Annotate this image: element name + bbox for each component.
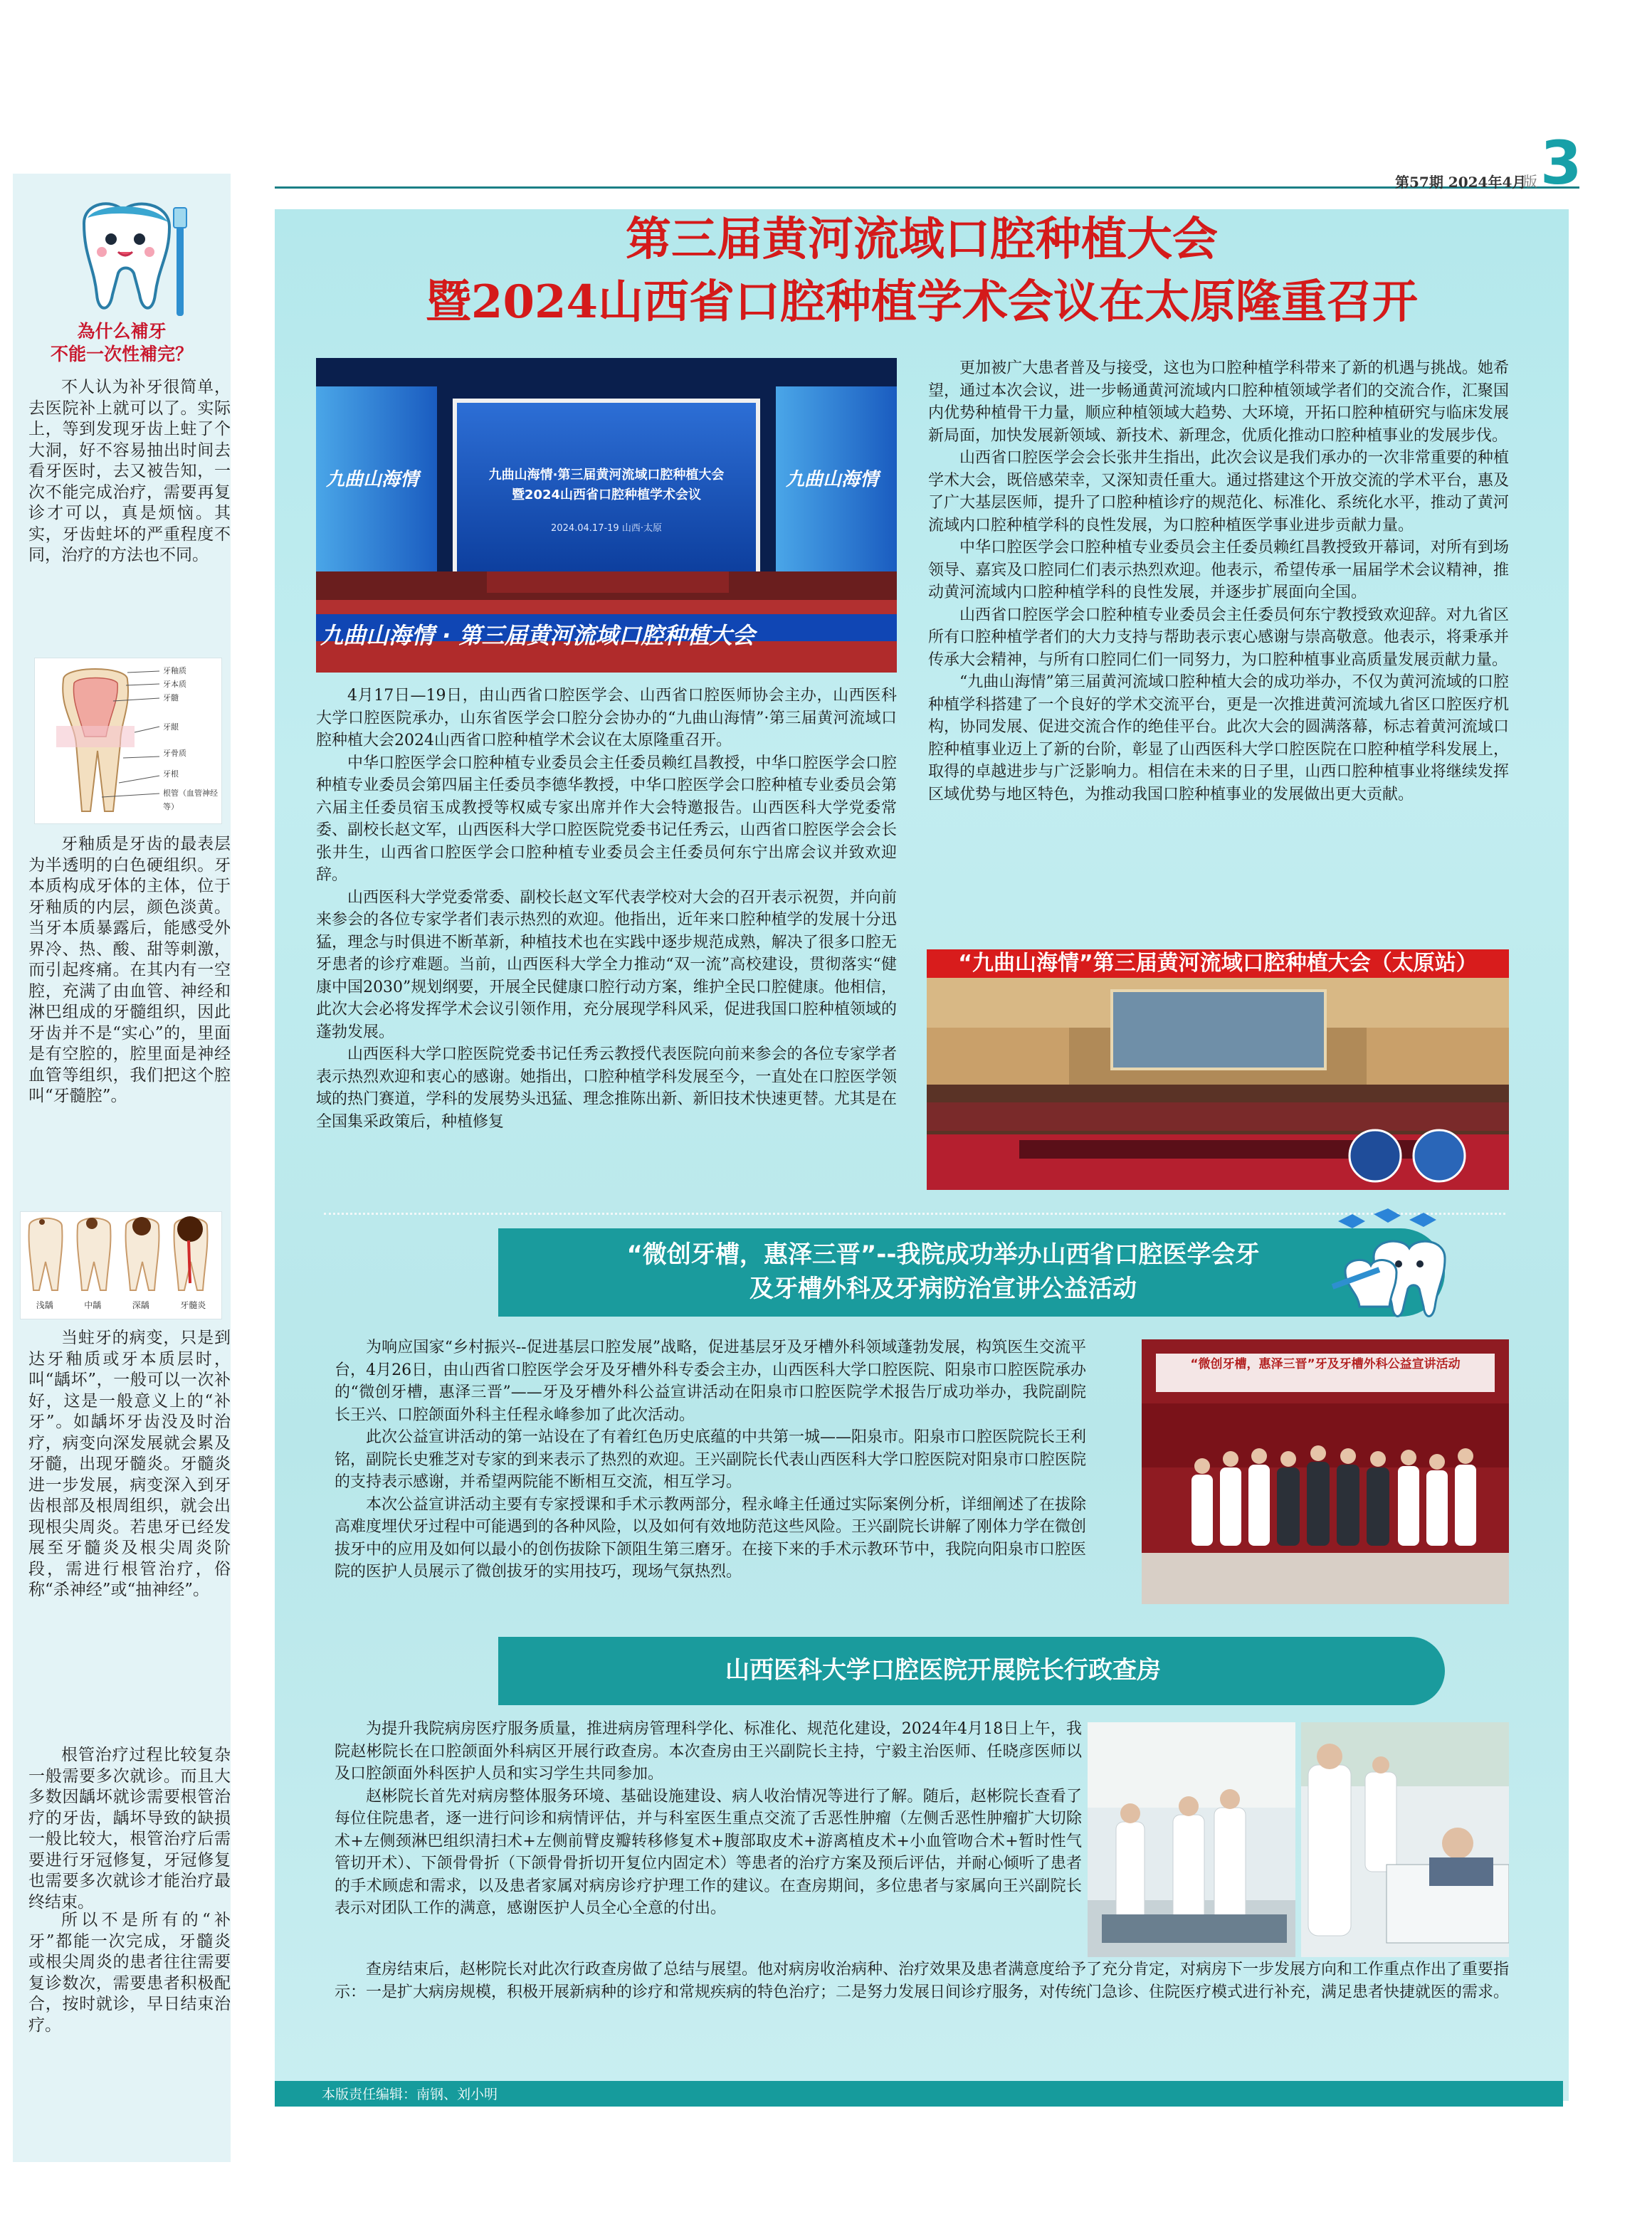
- article3-title-banner: [498, 1637, 1445, 1705]
- stage-screen-date: 2024.04.17-19 山西·太原: [551, 523, 662, 534]
- stage-side-text: 九曲山海情: [326, 469, 419, 490]
- diagram-label: 牙骨质: [163, 749, 186, 758]
- article2-title-line1: “微创牙槽，惠泽三晋”--我院成功举办山西省口腔医学会牙: [626, 1240, 1260, 1269]
- diagram-label: 牙髓: [163, 693, 179, 702]
- sidebar-paragraph: 当蛀牙的病变，只是到达牙釉质或牙本质层时，叫“龋坏”，一般可以一次补好，这是一般意义上的“补牙”。如龋坏牙齿没及时治疗，病变向深发展就会累及牙髓，出现牙髓炎。牙髓炎进一步发展，病变深入到牙齿根部及根周组织，就会出现根尖周炎。若患牙已经发展至牙髓炎及根尖周炎阶段，需进行根管治疗，俗称“杀神经”或“抽神经”。: [28, 1329, 231, 1599]
- sidebar-title-line1: 為什么補牙: [77, 321, 167, 342]
- article1-title-line2: 暨2024山西省口腔种植学术会议在太原隆重召开: [425, 275, 1419, 329]
- article3-body-bottom: [335, 1959, 1509, 2003]
- diagram-label: 牙本质: [163, 680, 186, 689]
- tooth-anatomy-diagram: [34, 658, 222, 824]
- article-paragraph: 更加被广大患者普及与接受，这也为口腔种植学科带来了新的机遇与挑战。她希望，通过本次会议，进一步畅通黄河流域内口腔种植领域学者们的交流合作，汇聚国内优势种植骨干力量，顺应种植领域大趋势、大环境，开拓口腔种植研究与临床发展新局面，加快发展新领域、新技术、新理念，优质化推动口腔种植事业的发展步伐。: [928, 359, 1509, 445]
- article-paragraph: 中华口腔医学会口腔种植专业委员会主任委员赖红昌教授，中华口腔医学会口腔种植专业委员会第四届主任委员李德华教授，中华口腔医学会口腔种植专业委员会第六届主任委员宿玉成教授等权威专家出席并作大会特邀报告。山西医科大学党委常委、副校长赵文军，山西医科大学口腔医院党委书记任秀云，山西省口腔医学会会长张井生，山西省口腔医学会口腔种植专业委员会主任委员何东宁出席会议并致欢迎辞。: [316, 754, 897, 884]
- conference-audience-photo: [927, 949, 1509, 1190]
- article-paragraph: 山西医科大学口腔医院党委书记任秀云教授代表医院向前来参会的各位专家学者表示热烈欢迎和衷心的感谢。她指出，口腔种植学科发展至今，一直处在口腔医学领域的热门赛道，学科的发展势头迅猛、理念推陈出新、新旧技术快速更替。尤其是在全国集采政策后，种植修复: [316, 1045, 897, 1131]
- article3-title: 山西医科大学口腔医院开展院长行政查房: [725, 1656, 1161, 1685]
- footer-editors: 本版责任编辑：南钢、刘小明: [322, 2087, 498, 2102]
- photo-backdrop-banner: “微创牙槽，惠泽三晋”牙及牙槽外科公益宣讲活动: [1156, 1354, 1495, 1392]
- sidebar-paragraph: 所以不是所有的“补牙”都能一次完成，牙髓炎或根尖周炎的患者往往需要复诊数次，需要患者积极配合，按时就诊，早日结束治疗。: [28, 1911, 231, 2035]
- tooth-mascot-icon: [56, 195, 198, 323]
- section-label: 版: [1523, 173, 1537, 190]
- article-paragraph: 山西省口腔医学会口腔种植专业委员会主任委员何东宁教授致欢迎辞。对九省区所有口腔种植学者们的大力支持与帮助表示衷心感谢与崇高敬意。他表示，将秉承并传承大会精神，与所有口腔同仁们一同努力，为口腔种植事业高质量发展贡献力量。: [928, 606, 1509, 669]
- stage-label: 中龋: [84, 1300, 102, 1310]
- stage-banner-text: 九曲山海情 · 第三届黄河流域口腔种植大会: [320, 622, 755, 649]
- sidebar-column: [13, 174, 231, 2162]
- section-divider: [324, 1213, 1505, 1215]
- sidebar-paragraph: 牙釉质是牙齿的最表层为半透明的白色硬组织。牙本质构成牙体的主体，位于牙釉质的内层，颜色淡黄。当牙本质暴露后，能感受外界冷、热、酸、甜等刺激，而引起疼痛。在其内有一空腔，充满了由血管、神经和淋巴组成的牙髓组织，因此牙齿并不是“实心”的，里面是有空腔的，腔里面是神经血管等组织，我们把这个腔叫“牙髓腔”。: [28, 835, 231, 1105]
- article-paragraph: 本次公益宣讲活动主要有专家授课和手术示教两部分，程永峰主任通过实际案例分析，详细阐述了在拔除高难度埋伏牙过程中可能遇到的各种风险，以及如何有效地防范这些风险。王兴副院长讲解了刚体力学在微创拔牙中的应用及如何以最小的创伤拔除下颌阻生第三磨牙。在接下来的手术示教环节中，我院向阳泉市口腔医院的医护人员展示了微创拔牙的实用技巧，现场气氛热烈。: [335, 1495, 1087, 1581]
- diagram-label: 牙釉质: [163, 666, 186, 675]
- article-paragraph: “九曲山海情”第三届黄河流域口腔种植大会的成功举办，不仅为黄河流域的口腔种植学科搭建了一个良好的学术交流平台，更是一次推进黄河流域九省区口腔医疗机构，协同发展、促进交流合作的绝佳平台。此次大会的圆满落幕，标志着黄河流域口腔种植事业迈上了新的台阶，彰显了山西医科大学口腔医院在口腔种植学科发展上，取得的卓越进步与广泛影响力。相信在未来的日子里，山西口腔种植事业将继续发挥区域优势与地区特色，为推动我国口腔种植事业的发展做出更大贡献。: [928, 673, 1509, 803]
- stage-screen-title: 九曲山海情·第三届黄河流域口腔种植大会: [488, 468, 725, 483]
- article-paragraph: 4月17日—19日，由山西省口腔医学会、山西省口腔医师协会主办，山西医科大学口腔医院承办，山东省医学会口腔分会协办的“九曲山海情”·第三届黄河流域口腔种植大会2024山西省口腔种植学术会议在太原隆重召开。: [316, 687, 897, 749]
- article-paragraph: 中华口腔医学会口腔种植专业委员会主任委员赖红昌教授致开幕词，对所有到场领导、嘉宾及口腔同仁们表示热烈欢迎。他表示，希望传承一届届学术会议精神，推动黄河流域内口腔种植学科的良性发展，并逐步扩展面向全国。: [928, 539, 1509, 601]
- article1-title-line1: 第三届黄河流域口腔种植大会: [626, 213, 1218, 266]
- article-paragraph: 为响应国家“乡村振兴--促进基层口腔发展”战略，促进基层牙及牙槽外科领域蓬勃发展，构筑医生交流平台，4月26日，由山西省口腔医学会牙及牙槽外科专委会主办，山西医科大学口腔医院、阳泉市口腔医院承办的“微创牙槽，惠泽三晋”——牙及牙槽外科公益宣讲活动在阳泉市口腔医院学术报告厅成功举办，我院副院长王兴、口腔颌面外科主任程永峰参加了此次活动。: [335, 1339, 1086, 1424]
- article-paragraph: 此次公益宣讲活动的第一站设在了有着红色历史底蕴的中共第一城——阳泉市。阳泉市口腔医院院长王利铭，副院长史雅芝对专家的到来表示了热烈的欢迎。王兴副院长代表山西医科大学口腔医院对阳泉市口腔医院的支持表示感谢，并希望两院能不断相互交流，相互学习。: [335, 1428, 1087, 1491]
- article-paragraph: 为提升我院病房医疗服务质量，推进病房管理科学化、标准化、规范化建设，2024年4月18日上午，我院赵彬院长在口腔颌面外科病区开展行政查房。本次查房由王兴副院长主持，宁毅主治医师、任晓彦医师以及口腔颌面外科医护人员和实习学生共同参加。: [335, 1720, 1082, 1783]
- article2-title-banner: [498, 1228, 1445, 1317]
- article-paragraph: 赵彬院长首先对病房整体服务环境、基础设施建设、病人收治情况等进行了解。随后，赵彬院长查看了每位住院患者，逐一进行问诊和病情评估，并与科室医生重点交流了舌恶性肿瘤（左侧舌恶性肿瘤扩大切除术+左侧颈淋巴组织清扫术+左侧前臂皮瓣转移修复术+腹部取皮术+游离植皮术+小血管吻合术+暂时性气管切开术）、下颌骨骨折（下颌骨骨折切开复位内固定术）等患者的治疗方案及预后评估，并耐心倾听了患者的手术顾虑和需求，以及患者家属对病房诊疗护理工作的建议。在查房期间，多位患者与家属向王兴副院长表示对团队工作的满意，感谢医护人员全心全意的付出。: [335, 1787, 1082, 1917]
- diagram-label: 根管（血管神经等）: [163, 789, 218, 811]
- article-paragraph: 山西医科大学党委常委、副校长赵文军代表学校对大会的召开表示祝贺，并向前来参会的各位专家学者们表示热烈的欢迎。他指出，近年来口腔种植学的发展十分迅猛，理念与时俱进不断革新，种植技术也在实践中逐步规范成熟，解决了很多口腔无牙患者的诊疗难题。当前，山西医科大学全力推动“双一流”高校建设，贯彻落实“健康中国2030”规划纲要，开展全民健康口腔行动方案，维护全民口腔健康。他相信，此次大会必将发挥学术会议引领作用，充分展现学科风采，促进我国口腔种植领域的蓬勃发展。: [316, 888, 897, 1041]
- issue-label: 第57期 2024年4月: [1395, 174, 1527, 191]
- stage-label: 牙髓炎: [180, 1300, 206, 1310]
- stage-side-text: 九曲山海情: [786, 469, 879, 490]
- ward-round-photo-right: [1301, 1722, 1509, 1957]
- article-paragraph: 查房结束后，赵彬院长对此次行政查房做了总结与展望。他对病房收治病种、治疗效果及患者满意度给予了充分肯定，对病房下一步发展方向和工作重点作出了重要指示：一是扩大病房规模，积极开展新病种的诊疗和常规疾病的特色治疗；二是努力发展日间诊疗服务，对传统门急诊、住院医疗模式进行补充，满足患者快捷就医的需求。: [335, 1961, 1510, 2001]
- article2-title-line2: 及牙槽外科及牙病防治宣讲公益活动: [749, 1275, 1137, 1303]
- tooth-mascots-icon: [1331, 1207, 1459, 1328]
- ward-round-photo-left: [1088, 1722, 1295, 1957]
- article2-body: [335, 1337, 1086, 1583]
- diagram-label: 牙龈: [163, 722, 179, 732]
- article1-left-column: [316, 685, 897, 1133]
- sidebar-paragraph: 不人认为补牙很简单，去医院补上就可以了。实际上，等到发现牙齿上蛀了个大洞，好不容易抽出时间去看牙医时，去又被告知，一次不能完成治疗，需要再复诊才可以，真是烦恼。其实，牙齿蛀坏的严重程度不同，治疗的方法也不同。: [28, 378, 231, 564]
- decay-stages-diagram: [20, 1211, 222, 1319]
- article1-right-column: [928, 357, 1509, 806]
- photo-caption-banner: “九曲山海情”第三届黄河流域口腔种植大会（太原站）: [927, 949, 1509, 978]
- sidebar-title-line2: 不能一次性補完？: [50, 344, 193, 364]
- sidebar-paragraph: 根管治疗过程比较复杂一般需要多次就诊。而且大多数因龋坏就诊需要根管治疗的牙齿，龋坏导致的缺损一般比较大，根管治疗后需要进行牙冠修复，牙冠修复也需要多次就诊才能治疗最终结束。: [28, 1746, 231, 1912]
- stage-label: 深龋: [132, 1300, 149, 1310]
- article3-body-top: [335, 1718, 1082, 1920]
- stage-label: 浅龋: [36, 1300, 53, 1310]
- group-photo: [1142, 1339, 1509, 1604]
- stage-screen-subtitle: 暨2024山西省口腔种植学术会议: [511, 487, 702, 502]
- conference-stage-photo: [316, 358, 897, 673]
- tooth-diagram-labels: [163, 664, 220, 813]
- decay-stage-labels: [21, 1299, 221, 1311]
- page-number: 3: [1540, 128, 1582, 198]
- header-rule: [275, 186, 1579, 189]
- article-paragraph: 山西省口腔医学会会长张井生指出，此次会议是我们承办的一次非常重要的种植学术大会，既倍感荣幸，又深知责任重大。通过搭建这个开放交流的学术平台，惠及了广大基层医师，提升了口腔种植诊疗的规范化、标准化、系统化水平，推动了黄河流域内口腔种植学科的良性发展，为口腔种植医学事业进步贡献力量。: [928, 449, 1509, 534]
- diagram-label: 牙根: [163, 769, 179, 779]
